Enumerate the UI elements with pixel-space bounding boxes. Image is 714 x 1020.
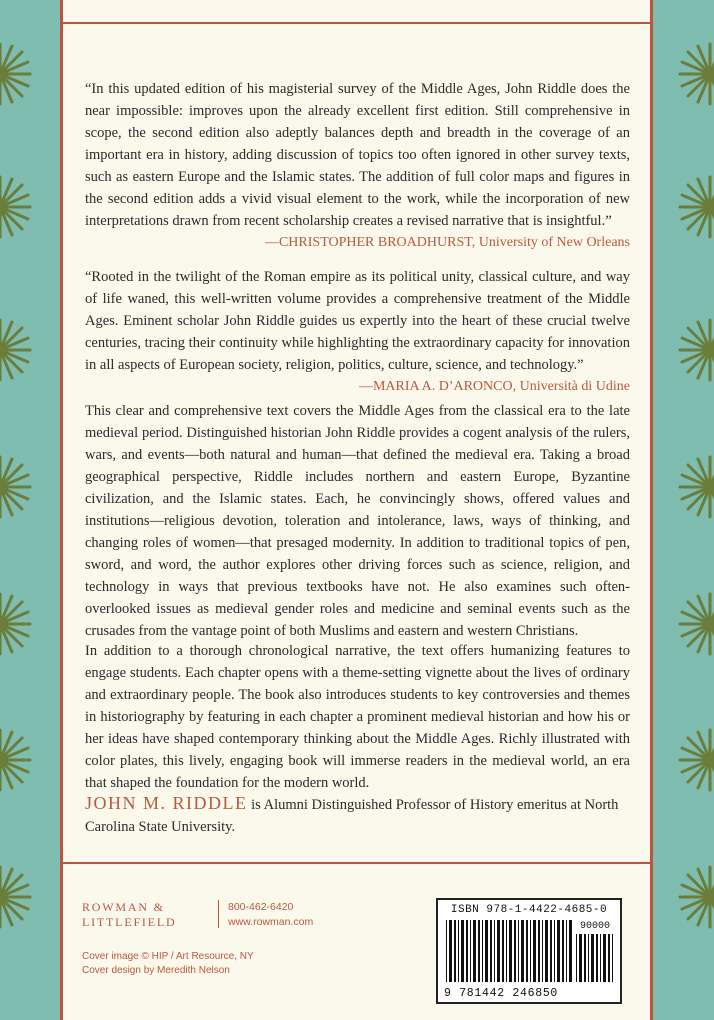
author-name: JOHN M. RIDDLE (85, 793, 248, 813)
quote-text: “In this updated edition of his magisterial survey of the Middle Ages, John Riddle does the near impossible: improves upon the already excellent first edition. Still comprehensive in scope, the second edition also adeptly balances depth and breadth in the coverage of an important era in history, adding discussion of topics too often ignored in other survey texts, such as eastern Europe and the Islamic states. The addition of full color maps and figures in the second edition adds a vivid visual element to the work, while the incorporation of new interpretations drawn from recent scholarship creates a revised narrative that is insightful.” (85, 81, 630, 229)
star-ornament-icon (0, 318, 32, 382)
publisher-divider (218, 900, 219, 928)
star-ornament-icon (678, 175, 714, 239)
isbn-barcode (436, 898, 622, 1004)
back-cover-panel (60, 0, 653, 1020)
publisher-logo: ROWMAN & LITTLEFIELD (82, 900, 177, 929)
isbn-number: ISBN 978-1-4422-4685-0 (450, 904, 608, 916)
publisher-phone: 800-462-6420 (228, 901, 294, 913)
publisher-contact (228, 900, 313, 930)
author-bio (85, 792, 630, 838)
star-ornament-icon (678, 728, 714, 792)
review-quote-2 (85, 266, 630, 398)
cover-image-credit: Cover image © HIP / Art Resource, NY (82, 951, 254, 962)
top-rule (63, 22, 650, 24)
quote-attribution: —CHRISTOPHER BROADHURST, University of New Orleans (264, 235, 630, 250)
description-paragraph-2: In addition to a thorough chronological narrative, the text offers humanizing features to engage students. Each chapter opens with a theme-setting vignette about the lives of ordinary and extraordinary people. The book also introduces students to key controversies and themes in historiography by featuring in each chapter a prominent medieval historian and how his or her ideas have shaped contemporary thinking about the Middle Ages. Richly illustrated with color plates, this lively, engaging book will immerse readers in the medieval world, an era that shaped the foundation for the modern world. (85, 643, 630, 791)
review-quote-1 (85, 78, 630, 254)
price-code: 90000 (579, 921, 610, 932)
star-ornament-icon (678, 455, 714, 519)
star-ornament-icon (678, 592, 714, 656)
publisher-website: www.rowman.com (228, 916, 314, 928)
star-ornament-icon (678, 865, 714, 929)
barcode-digits: 9 781442 246850 (444, 987, 559, 1000)
star-ornament-icon (0, 175, 32, 239)
bottom-rule (63, 862, 650, 864)
star-ornament-icon (678, 318, 714, 382)
star-ornament-icon (678, 42, 714, 106)
right-ornamental-border (650, 0, 714, 1020)
star-ornament-icon (0, 592, 32, 656)
author-bio-text: is Alumni Distinguished Professor of History emeritus at North Carolina State University. (85, 797, 619, 835)
quote-text: “Rooted in the twilight of the Roman empire as its political unity, classical culture, and way of life waned, this well-written volume provides a comprehensive treatment of the Middle Ages. Eminent scholar John Riddle guides us expertly into the heart of these crucial twelve centuries, tracing their continuity while highlighting the extraordinary capacity for innovation in all aspects of European society, religion, politics, culture, science, and technology.” (85, 269, 630, 373)
cover-credits (82, 950, 254, 978)
description-paragraph-1: This clear and comprehensive text covers the Middle Ages from the classical era to the late medieval period. Distinguished historian John Riddle provides a cogent analysis of the rulers, wars, and events—both natural and human—that defined the medieval era. Taking a broad geographical perspective, Riddle includes northern and eastern Europe, Byzantine civilization, and the Islamic states. Each, he convincingly shows, offered values and institutions—religious devotion, toleration and intolerance, laws, ways of thinking, and changing roles of women—that presaged modernity. In addition to traditional topics of pen, sword, and word, the author explores other driving forces such as science, religion, and technology in ways that previous textbooks have not. He also examines such often-overlooked issues as medieval gender roles and medicine and seminal events such as the crusades from the vantage point of both Muslims and eastern and western Christians. (85, 403, 630, 639)
cover-design-credit: Cover design by Meredith Nelson (82, 965, 230, 976)
star-ornament-icon (0, 455, 32, 519)
left-ornamental-border (0, 0, 64, 1020)
quote-attribution: —MARIA A. D’ARONCO, Università di Udine (358, 379, 630, 394)
barcode-bars-icon (446, 920, 572, 982)
star-ornament-icon (0, 865, 32, 929)
star-ornament-icon (0, 728, 32, 792)
addon-barcode-icon (576, 934, 616, 982)
star-ornament-icon (0, 42, 32, 106)
